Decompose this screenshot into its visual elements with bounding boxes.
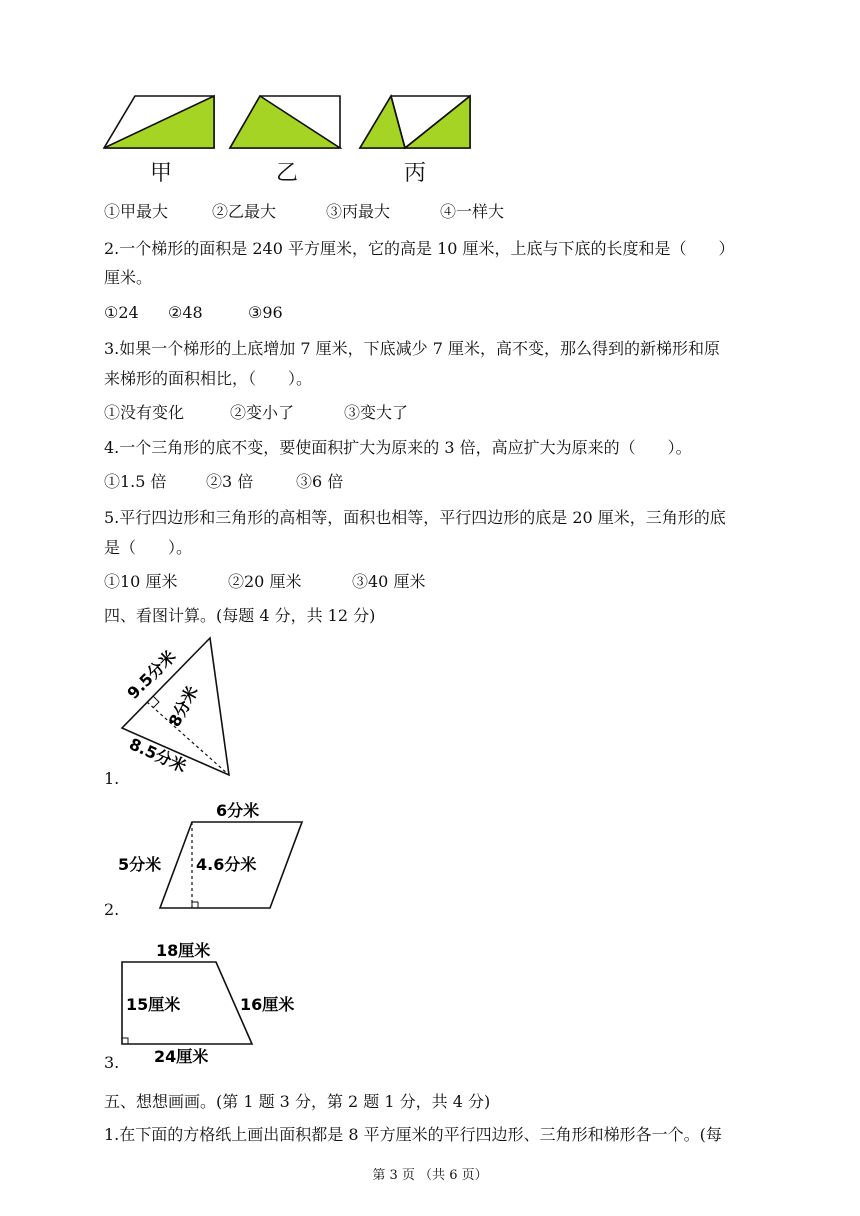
figure-label-yi: 乙 <box>276 161 299 186</box>
figure-yi <box>230 96 340 148</box>
triangle-side-bottom-label: 8.5分米 <box>126 734 190 777</box>
q3-text-line1: 3.如果一个梯形的上底增加 7 厘米，下底减少 7 厘米，高不变，那么得到的新梯形和原 <box>104 339 720 358</box>
q2-text-line1: 2.一个梯形的面积是 240 平方厘米，它的高是 10 厘米，上底与下底的长度和是（ ） <box>104 239 735 258</box>
q5-text-line1: 5.平行四边形和三角形的高相等，面积也相等，平行四边形的底是 20 厘米，三角形的底 <box>104 508 726 527</box>
section5-title: 五、想想画画。(第 1 题 3 分，第 2 题 1 分，共 4 分) <box>104 1092 491 1111</box>
figure-label-bing: 丙 <box>404 161 427 186</box>
area-compare-figures <box>100 92 480 154</box>
q1-options <box>104 201 504 223</box>
trapezoid-left-label: 15厘米 <box>126 995 181 1014</box>
trapezoid-figure <box>104 934 314 1070</box>
q4-option-2: ②3 倍 <box>206 472 254 491</box>
trapezoid-right-label: 16厘米 <box>240 995 295 1014</box>
q3-options <box>104 402 408 424</box>
q5-text-line2: 是（ ）。 <box>104 538 193 557</box>
parallelogram-height-label: 4.6分米 <box>196 855 257 874</box>
q4-option-3: ③6 倍 <box>296 472 344 491</box>
triangle-figure <box>104 636 254 786</box>
trapezoid-bottom-label: 24厘米 <box>154 1047 209 1066</box>
q5-options <box>104 571 425 593</box>
trapezoid-top-label: 18厘米 <box>156 941 211 960</box>
q1-option-3: ③丙最大 <box>326 202 391 221</box>
triangle-height-label: 8分米 <box>164 682 202 730</box>
figure-label-jia: 甲 <box>150 161 173 186</box>
item1-number: 1. <box>104 769 120 788</box>
q5-option-1: ①10 厘米 <box>104 572 178 591</box>
q2-option-1: ①24 <box>104 303 139 322</box>
page-footer: 第 3 页 （共 6 页） <box>372 1168 488 1183</box>
q3-option-2: ②变小了 <box>230 403 295 422</box>
q4-option-1: ①1.5 倍 <box>104 472 167 491</box>
item3-number: 3. <box>104 1053 120 1072</box>
figure-jia <box>104 96 214 148</box>
section5-q1-text: 1.在下面的方格纸上画出面积都是 8 平方厘米的平行四边形、三角形和梯形各一个。(每 <box>104 1125 722 1144</box>
q5-option-3: ③40 厘米 <box>352 572 426 591</box>
parallelogram-base-label: 6分米 <box>216 801 260 820</box>
section4-title: 四、看图计算。(每题 4 分，共 12 分) <box>104 606 376 625</box>
q2-option-3: ③96 <box>248 303 283 322</box>
figure-bing <box>360 96 470 148</box>
q2-option-2: ②48 <box>168 303 203 322</box>
q4-options <box>104 471 343 493</box>
triangle-side-top-label: 9.5分米 <box>123 646 180 703</box>
q1-option-1: ①甲最大 <box>104 202 169 221</box>
q1-option-2: ②乙最大 <box>212 202 277 221</box>
q3-text-line2: 来梯形的面积相比，（ ）。 <box>104 369 313 388</box>
q3-option-1: ①没有变化 <box>104 403 185 422</box>
q5-option-2: ②20 厘米 <box>228 572 302 591</box>
q4-text-line1: 4.一个三角形的底不变，要使面积扩大为原来的 3 倍，高应扩大为原来的（ ）。 <box>104 438 692 457</box>
q2-options <box>104 302 283 324</box>
item2-number: 2. <box>104 900 120 919</box>
q2-text-line2: 厘米。 <box>104 268 153 287</box>
q1-option-4: ④一样大 <box>440 202 505 221</box>
parallelogram-side-label: 5分米 <box>118 855 162 874</box>
q3-option-3: ③变大了 <box>344 403 409 422</box>
parallelogram-figure <box>104 794 314 914</box>
